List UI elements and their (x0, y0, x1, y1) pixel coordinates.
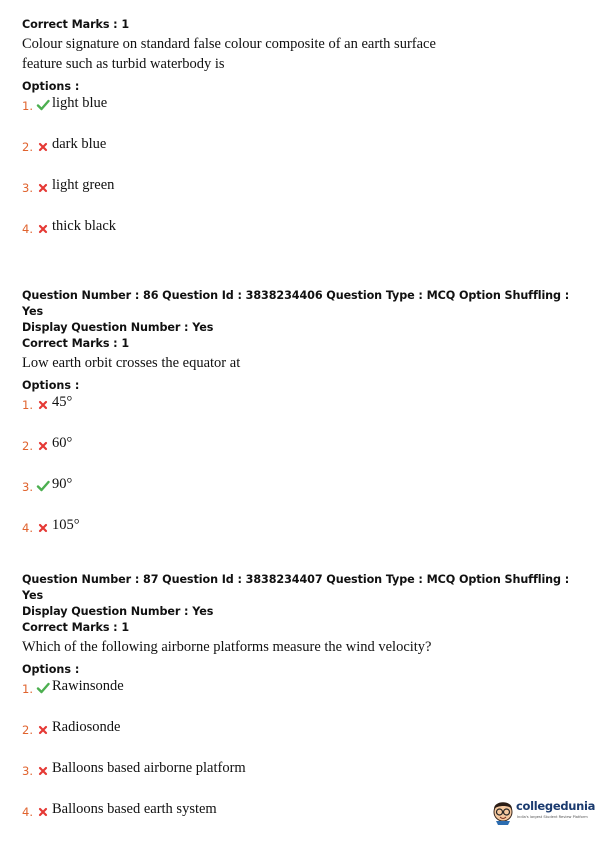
option-3 (22, 177, 582, 218)
option-number: 1. (22, 99, 33, 113)
option-1 (22, 394, 582, 435)
check-icon (36, 98, 50, 112)
option-number: 3. (22, 764, 33, 778)
options-list (22, 394, 582, 558)
cross-icon (36, 180, 50, 194)
cross-icon (36, 139, 50, 153)
check-icon (36, 479, 50, 493)
question-text: Which of the following airborne platforms measure the wind velocity? (22, 639, 432, 655)
collegedunia-logo (490, 795, 595, 831)
option-1 (22, 95, 582, 136)
option-text: dark blue (52, 136, 107, 152)
cross-icon (36, 397, 50, 411)
option-3 (22, 476, 582, 517)
option-number: 1. (22, 682, 33, 696)
question-text: Colour signature on standard false colour composite of an earth surface feature such as turbid waterbody is (22, 36, 436, 72)
option-4 (22, 218, 582, 259)
option-number: 2. (22, 723, 33, 737)
question-block-86 (22, 288, 582, 558)
option-1 (22, 678, 582, 719)
display-question-number: Display Question Number : Yes (22, 321, 214, 334)
option-number: 4. (22, 805, 33, 819)
option-text: light green (52, 177, 115, 193)
correct-marks: Correct Marks : 1 (22, 18, 130, 31)
question-text: Low earth orbit crosses the equator at (22, 355, 241, 371)
option-text: 45° (52, 394, 73, 410)
cross-icon (36, 520, 50, 534)
correct-marks: Correct Marks : 1 (22, 337, 130, 350)
options-label: Options : (22, 663, 80, 676)
option-number: 2. (22, 439, 33, 453)
option-text: Radiosonde (52, 719, 121, 735)
cross-icon (36, 438, 50, 452)
logo-name: collegedunia (516, 799, 595, 813)
logo-tagline: India's largest Student Review Platform (517, 815, 588, 819)
option-2 (22, 435, 582, 476)
options-label: Options : (22, 379, 80, 392)
option-number: 3. (22, 480, 33, 494)
question-header: Question Number : 87 Question Id : 3838234407 Question Type : MCQ Option Shuffling : Yes (22, 573, 570, 602)
question-header: Question Number : 86 Question Id : 3838234406 Question Type : MCQ Option Shuffling : Yes (22, 289, 570, 318)
cross-icon (36, 722, 50, 736)
option-number: 2. (22, 140, 33, 154)
option-text: Balloons based airborne platform (52, 760, 246, 776)
student-face-icon (490, 797, 516, 825)
option-text: Balloons based earth system (52, 801, 217, 817)
cross-icon (36, 763, 50, 777)
display-question-number: Display Question Number : Yes (22, 605, 214, 618)
correct-marks: Correct Marks : 1 (22, 621, 130, 634)
option-text: thick black (52, 218, 117, 234)
option-number: 1. (22, 398, 33, 412)
option-text: 105° (52, 517, 80, 533)
option-number: 4. (22, 521, 33, 535)
option-4 (22, 517, 582, 558)
option-2 (22, 719, 582, 760)
cross-icon (36, 804, 50, 818)
option-text: 90° (52, 476, 73, 492)
option-text: light blue (52, 95, 108, 111)
option-2 (22, 136, 582, 177)
question-block-1 (22, 17, 582, 259)
options-label: Options : (22, 80, 80, 93)
option-number: 4. (22, 222, 33, 236)
option-text: 60° (52, 435, 73, 451)
options-list (22, 95, 582, 259)
option-text: Rawinsonde (52, 678, 124, 694)
option-number: 3. (22, 181, 33, 195)
check-icon (36, 681, 50, 695)
cross-icon (36, 221, 50, 235)
